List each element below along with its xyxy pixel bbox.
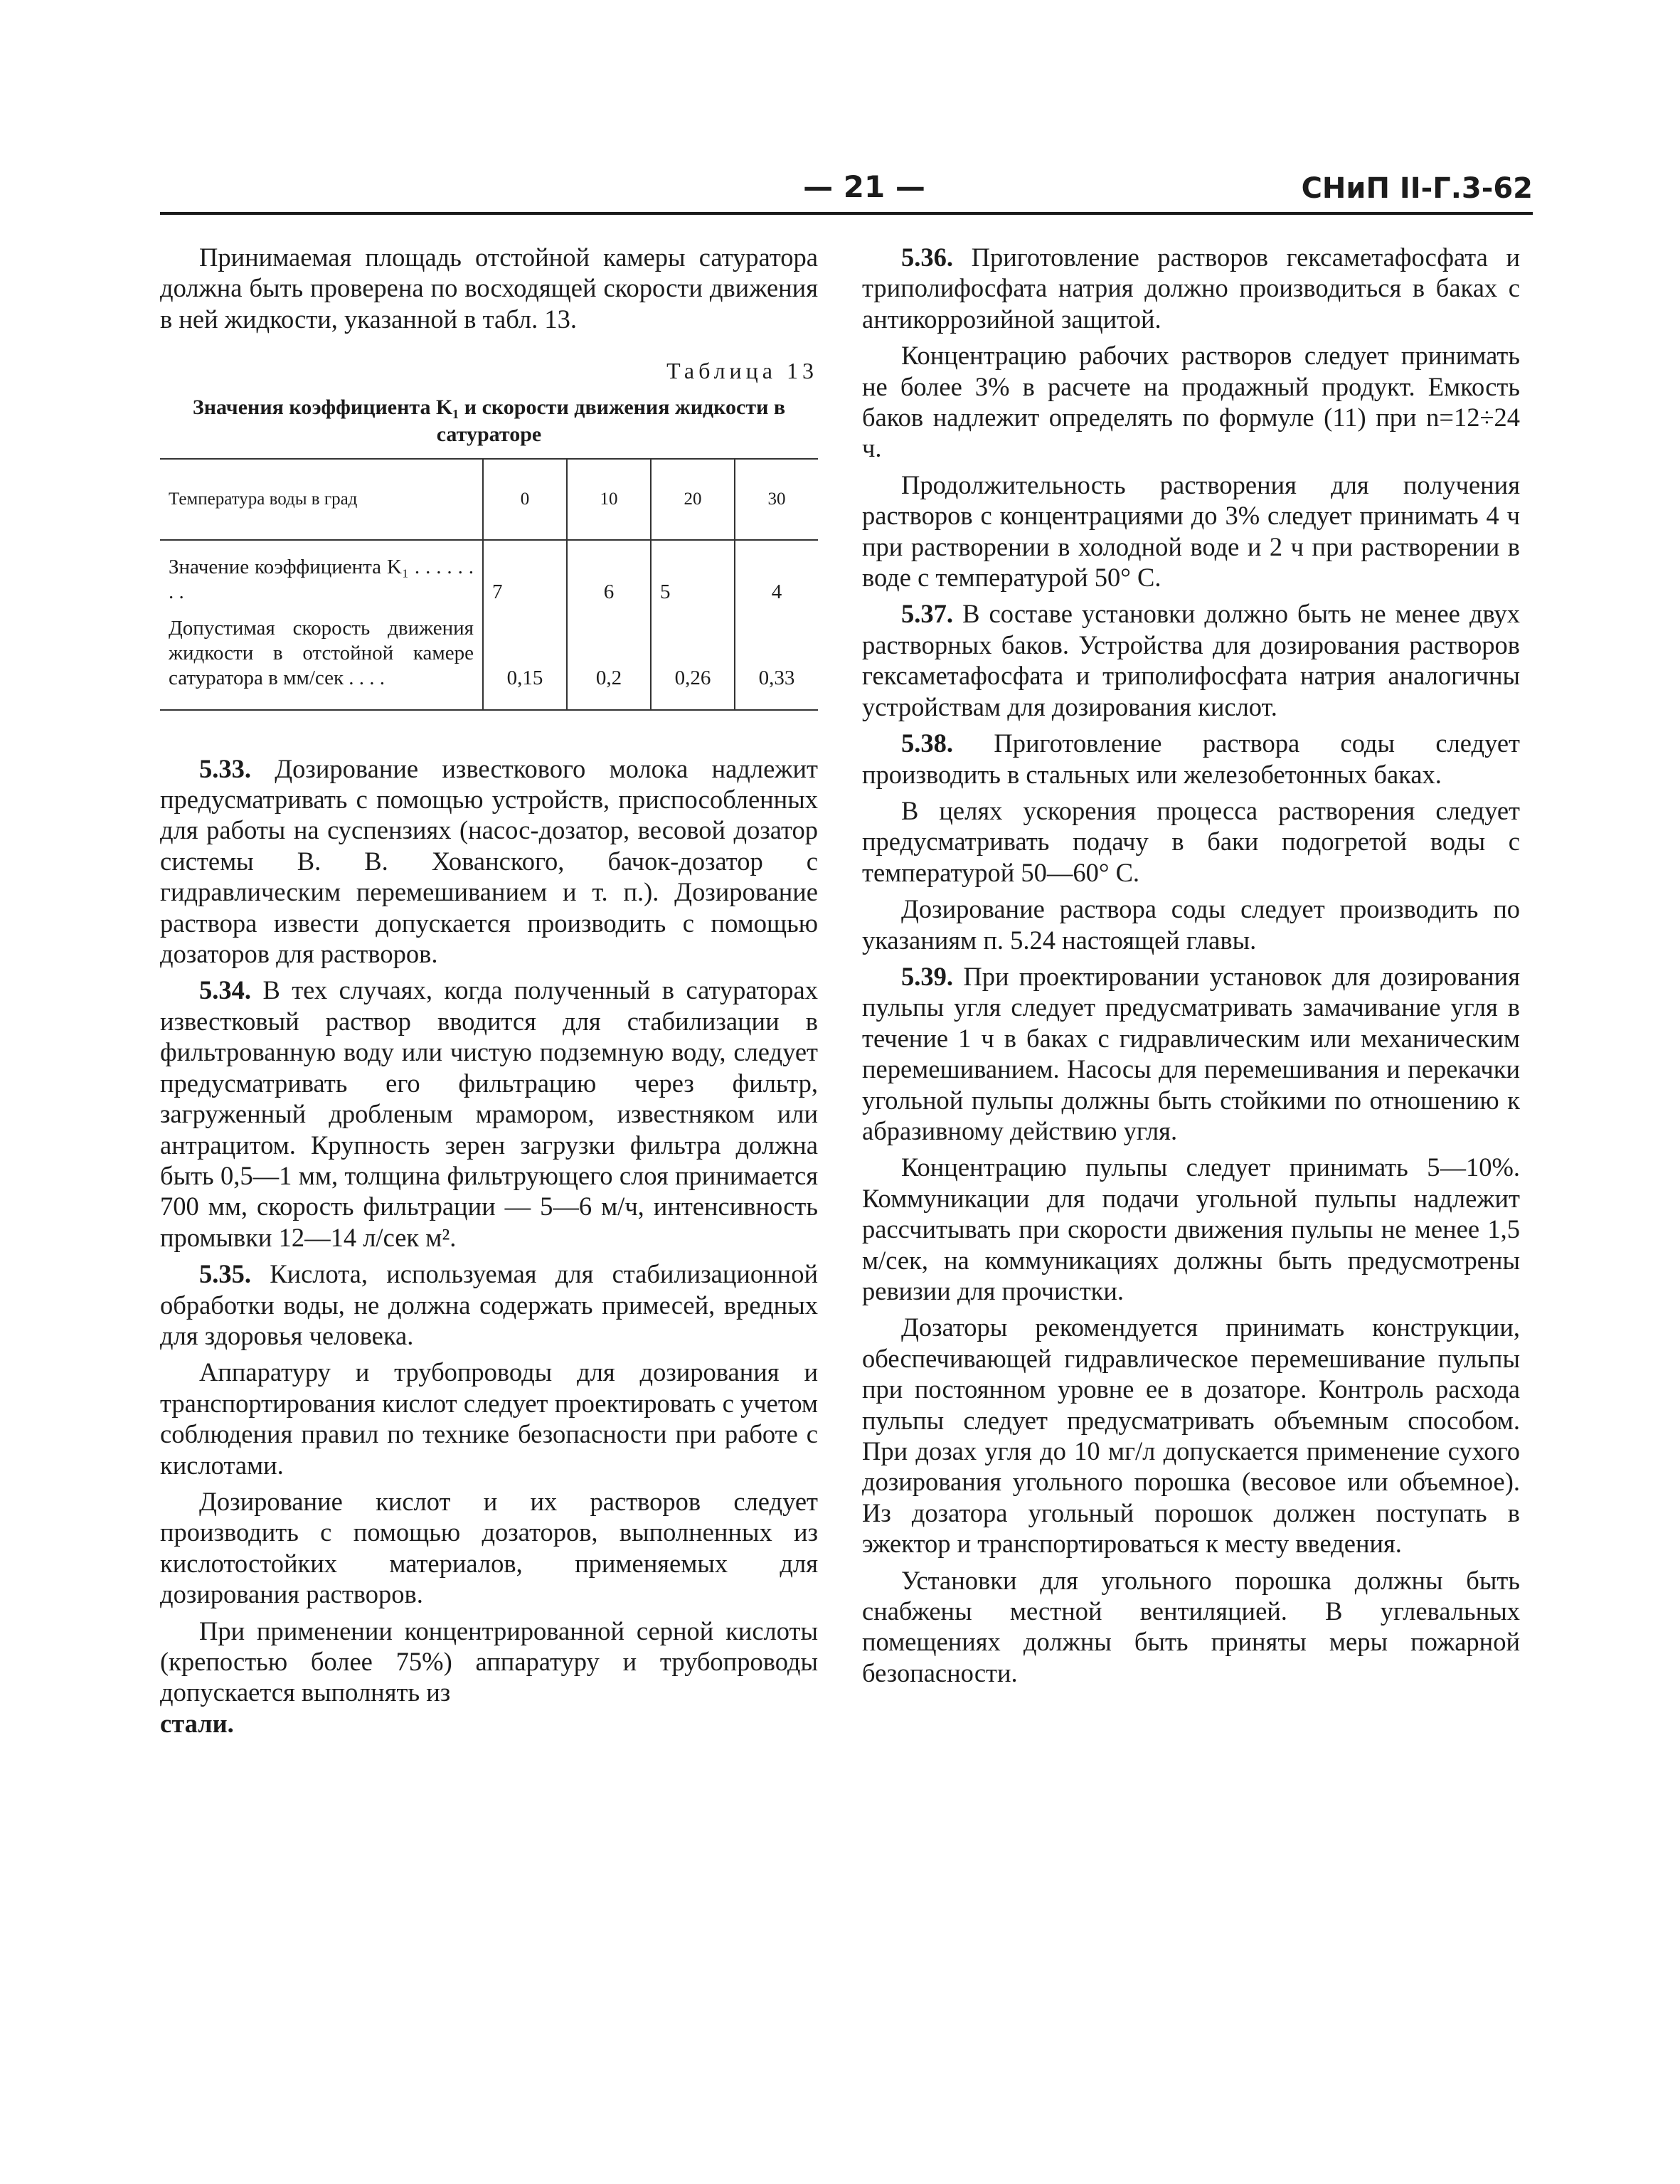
right-column (862, 242, 1520, 1694)
paragraph-sulfuric-end: стали. (160, 1708, 234, 1738)
cell-k1-20: 5 (651, 540, 735, 610)
page-header (160, 169, 1533, 212)
section-number: 5.39. (901, 961, 953, 991)
section-text: В составе установки должно быть не менее двух растворных баков. Устройства для дозирования растворов гексаметафосфата и триполифосфата натрия аналогичны устройствам для дозирования кислот. (862, 599, 1521, 721)
section-number: 5.37. (901, 599, 953, 629)
section-text: При проектировании установок для дозирования пульпы угля следует предусматривать замачивание угля в течение 1 ч в баках с гидравлическим или механическим перемешиванием. Насосы для перемешивания и перекачки угольной пульпы должны быть стойкими по отношению к абразивному действию угля. (862, 961, 1520, 1145)
header-temp-0: 0 (483, 459, 567, 540)
coefficient-table (160, 458, 818, 711)
cell-k1-0: 7 (483, 540, 567, 610)
header-temp-30: 30 (735, 459, 818, 540)
cell-velocity-20: 0,26 (651, 610, 735, 710)
cell-k1-30: 4 (735, 540, 818, 610)
paragraph-acceleration: В целях ускорения процесса растворения следует предусматривать подачу в баки подогретой воды с температурой 50—60° С. (862, 795, 1520, 887)
section-number: 5.33. (199, 753, 251, 783)
section-text: В тех случаях, когда полученный в сатураторах известковый раствор вводится для стабилизации в фильтрованную воду или чистую подземную воду, следует предусматривать его фильтрацию через фильтр, загруженный дробленым мрамором, известняком или антрацитом. Крупность зерен загрузки фильтра должна быть 0,5—1 мм, толщина фильтрующего слоя принимается 700 мм, скорость фильтрации — 5—6 м/ч, интенсивность промывки 12—14 л/сек м². (160, 975, 818, 1252)
paragraph-acid-dosing: Дозирование кислот и их растворов следует производить с помощью дозаторов, выполненных из кислотостойких материалов, применяемых для дозирования растворов. (160, 1486, 818, 1609)
table-caption: Значения коэффициента K₁ и скорости движения жидкости в сатураторе (192, 395, 786, 446)
section-5-33 (160, 753, 818, 970)
paragraph-duration: Продолжительность растворения для получения растворов с концентрациями до 3% следует принимать 4 ч при растворении в холодной воде и 2 ч при растворении в воде с температурой 50° С. (862, 470, 1520, 593)
table-row (160, 610, 818, 710)
section-text: Приготовление раствора соды следует производить в стальных или железобетонных баках. (862, 728, 1520, 789)
row-coefficient-label: Значение коэффициента K₁ . . . . . . . . (169, 555, 474, 603)
section-5-39 (862, 961, 1520, 1146)
left-column (160, 242, 818, 1739)
section-number: 5.36. (901, 243, 953, 272)
section-5-35 (160, 1258, 818, 1351)
header-temp-20: 20 (651, 459, 735, 540)
cell-k1-10: 6 (567, 540, 651, 610)
section-5-38 (862, 728, 1520, 790)
cell-velocity-30: 0,33 (735, 610, 818, 710)
paragraph-sulfuric-acid: При применении концентрированной серной кислоты (крепостью более 75%) аппаратуру и трубопроводы допускается выполнять из (160, 1616, 818, 1707)
header-temperature-label: Температура воды в град (160, 459, 483, 540)
table-number: Таблица 13 (666, 358, 818, 384)
paragraph-dosers: Дозаторы рекомендуется принимать конструкции, обеспечивающей гидравлическое перемешивание пульпы при постоянном уровне ее в дозаторе. Контроль расхода пульпы следует предусматривать объемным способом. При дозах угля до 10 мг/л допускается применение сухого дозирования угольного порошка (весовое или объемное). Из дозатора угольный порошок должен поступать в эжектор и транспортироваться к месту введения. (862, 1313, 1520, 1559)
paragraph-soda-dosing: Дозирование раствора соды следует производить по указаниям п. 5.24 настоящей главы. (862, 894, 1520, 955)
header-rule (160, 212, 1533, 215)
section-number: 5.38. (901, 728, 953, 758)
section-5-36 (862, 242, 1520, 334)
paragraph-pulp-concentration: Концентрацию пульпы следует принимать 5—10%. Коммуникации для подачи угольной пульпы надлежит рассчитывать при скорости движения пульпы не менее 1,5 м/сек, на коммуникациях должны быть предусмотрены ревизии для прочистки. (862, 1152, 1520, 1305)
paragraph-intro: Принимаемая площадь отстойной камеры сатуратора должна быть проверена по восходящей скорости движения в ней жидкости, указанной в табл. 13. (160, 243, 818, 334)
section-text: Приготовление растворов гексаметафосфата и триполифосфата натрия должно производиться в баках с антикоррозийной защитой. (862, 243, 1520, 334)
document-code: СНиП II-Г.3-62 (1301, 172, 1533, 205)
cell-velocity-10: 0,2 (567, 610, 651, 710)
section-text: Дозирование известкового молока надлежит предусматривать с помощью устройств, приспособленных для работы на суспензиях (насос-дозатор, весовой дозатор системы В. В. Хованского, бачок-дозатор с гидравлическим перемешиванием и т. п.). Дозирование раствора извести допускается производить с помощью дозаторов для растворов. (160, 753, 818, 969)
paragraph-concentration: Концентрацию рабочих растворов следует принимать не более 3% в расчете на продажный продукт. Емкость баков надлежит определять по формуле (11) при n=12÷24 ч. (862, 341, 1520, 463)
row-velocity-label: Допустимая скорость движения жидкости в отстойной камере сатуратора в мм/сек . . . . (169, 616, 474, 689)
table-row (160, 540, 818, 610)
section-text: Кислота, используемая для стабилизационной обработки воды, не должна содержать примесей, вредных для здоровья человека. (160, 1259, 818, 1350)
table-header-row (160, 459, 818, 540)
section-5-34 (160, 975, 818, 1253)
cell-velocity-0: 0,15 (483, 610, 567, 710)
paragraph-apparatus: Аппаратуру и трубопроводы для дозирования и транспортирования кислот следует проектировать с учетом соблюдения правил по технике безопасности при работе с кислотами. (160, 1357, 818, 1480)
page-number: — 21 — (803, 169, 925, 204)
paragraph-ventilation: Установки для угольного порошка должны быть снабжены местной вентиляцией. В углевальных помещениях должны быть приняты меры пожарной безопасности. (862, 1565, 1520, 1687)
section-number: 5.34. (199, 975, 251, 1005)
header-temp-10: 10 (567, 459, 651, 540)
section-5-37 (862, 598, 1520, 722)
section-number: 5.35. (199, 1259, 251, 1289)
